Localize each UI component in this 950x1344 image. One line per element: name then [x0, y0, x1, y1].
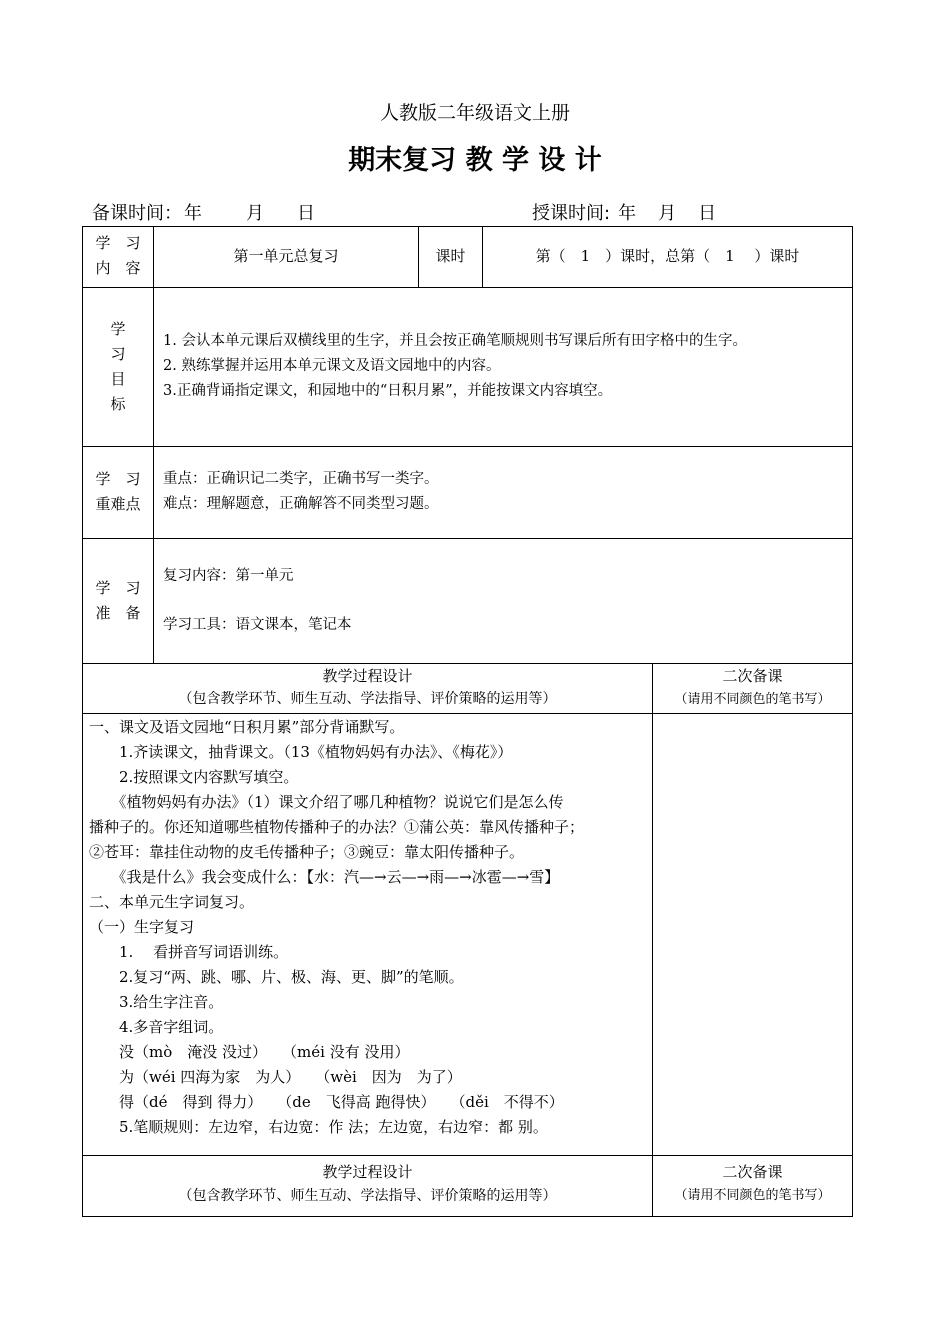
period-value: 第（ 1 ）课时，总第（ 1 ）课时 — [535, 247, 800, 265]
study-content-label: 学 习 内 容 — [95, 234, 141, 277]
label-column-divider — [153, 226, 154, 663]
objective-item: 3.正确背诵指定课文，和园地中的“日积月累”，并能按课文内容填空。 — [163, 383, 613, 399]
revision-header — [653, 665, 852, 711]
process-header — [83, 665, 652, 711]
process-line: 一、课文及语文园地“日积月累”部分背诵默写。 — [89, 718, 405, 736]
revision-subtitle-2: （请用不同颜色的笔书写） — [674, 1188, 831, 1203]
teach-year: 年 — [618, 203, 637, 224]
difficult-point: 难点：理解题意，正确解答不同类型习题。 — [163, 496, 439, 512]
revision-header-2 — [653, 1160, 852, 1208]
key-points-label: 学 习 重难点 — [95, 470, 141, 513]
teach-date-label: 授课时间: — [532, 203, 611, 224]
row-divider — [82, 1155, 853, 1156]
notes-column-divider — [652, 663, 653, 1217]
process-line: 没（mò 淹没 没过） （méi 没有 没用） — [89, 1043, 410, 1061]
prep-date-line — [92, 199, 315, 225]
process-line: 播种子的。你还知道哪些植物传播种子的办法？①蒲公英：靠风传播种子； — [89, 818, 585, 836]
row-divider — [82, 538, 853, 539]
process-line: 二、本单元生字词复习。 — [89, 893, 255, 911]
revision-title-2: 二次备课 — [722, 1163, 783, 1181]
process-line: 5.笔顺规则：左边窄，右边宽：作 法；左边宽，右边窄：都 别。 — [89, 1118, 548, 1136]
table-border-bottom — [82, 1216, 853, 1217]
teach-date-line — [532, 199, 716, 225]
objective-item: 1. 会认本单元课后双横线里的生字，并且会按正确笔顺规则书写课后所有田字格中的生字。 — [163, 333, 747, 349]
key-point: 重点：正确识记二类字，正确书写一类字。 — [163, 471, 439, 487]
process-line: 1.齐读课文，抽背课文。（13《植物妈妈有办法》、《梅花》） — [89, 743, 513, 761]
process-title: 教学过程设计 — [322, 667, 413, 685]
study-content-value: 第一单元总复习 — [233, 247, 339, 265]
process-line: 得（dé 得到 得力） （de 飞得高 跑得快） （děi 不得不） — [89, 1093, 564, 1111]
row-divider — [82, 287, 853, 288]
row-divider — [82, 663, 853, 664]
prep-day: 日 — [297, 203, 315, 224]
preparation-label: 学 习 准 备 — [95, 579, 141, 622]
objectives-list — [163, 329, 747, 404]
table-border-top — [82, 226, 853, 227]
process-line: 《我是什么》我会变成什么：【水：汽—→云—→雨—→冰雹—→雪】 — [89, 868, 560, 886]
process-title-2: 教学过程设计 — [322, 1163, 413, 1181]
process-line: 4.多音字组词。 — [89, 1018, 224, 1036]
prep-year: 年 — [184, 203, 202, 224]
row-divider — [82, 713, 853, 714]
process-line: 2.复习“两、跳、哪、片、极、海、更、脚”的笔顺。 — [89, 968, 464, 986]
teach-month: 月 — [658, 203, 677, 224]
teach-day: 日 — [698, 203, 717, 224]
document-title: 期末复习 教 学 设 计 — [348, 145, 602, 176]
table-border-right — [852, 226, 853, 1217]
process-line: 1. 看拼音写词语训练。 — [89, 943, 289, 961]
preparation-content: 复习内容：第一单元 — [163, 568, 294, 584]
process-header-2 — [83, 1160, 652, 1208]
document-subtitle: 人教版二年级语文上册 — [379, 102, 570, 124]
process-subtitle: （包含教学环节、师生互动、学法指导、评价策略的运用等） — [178, 691, 557, 707]
prep-month: 月 — [246, 203, 264, 224]
process-line: （一）生字复习 — [89, 918, 195, 936]
period-label: 课时 — [435, 247, 466, 265]
objectives-label: 学 习 目 标 — [110, 320, 126, 413]
process-line: ②苍耳：靠挂住动物的皮毛传播种子；③豌豆：靠太阳传播种子。 — [89, 843, 525, 861]
key-points-content — [163, 467, 439, 517]
process-line: 2.按照课文内容默写填空。 — [89, 768, 299, 786]
process-body — [89, 715, 584, 1140]
revision-title: 二次备课 — [722, 667, 783, 685]
preparation-tools: 学习工具：语文课本，笔记本 — [163, 617, 352, 633]
process-line: 《植物妈妈有办法》（1）课文介绍了哪几种植物？说说它们是怎么传 — [89, 793, 564, 811]
process-line: 为（wéi 四海为家 为人） （wèi 因为 为了） — [89, 1068, 462, 1086]
process-line: 3.给生字注音。 — [89, 993, 224, 1011]
process-subtitle-2: （包含教学环节、师生互动、学法指导、评价策略的运用等） — [178, 1188, 557, 1204]
prep-date-label: 备课时间： — [92, 203, 182, 224]
row-divider — [82, 446, 853, 447]
objective-item: 2. 熟练掌握并运用本单元课文及语文园地中的内容。 — [163, 358, 501, 374]
revision-subtitle: （请用不同颜色的笔书写） — [674, 692, 831, 707]
